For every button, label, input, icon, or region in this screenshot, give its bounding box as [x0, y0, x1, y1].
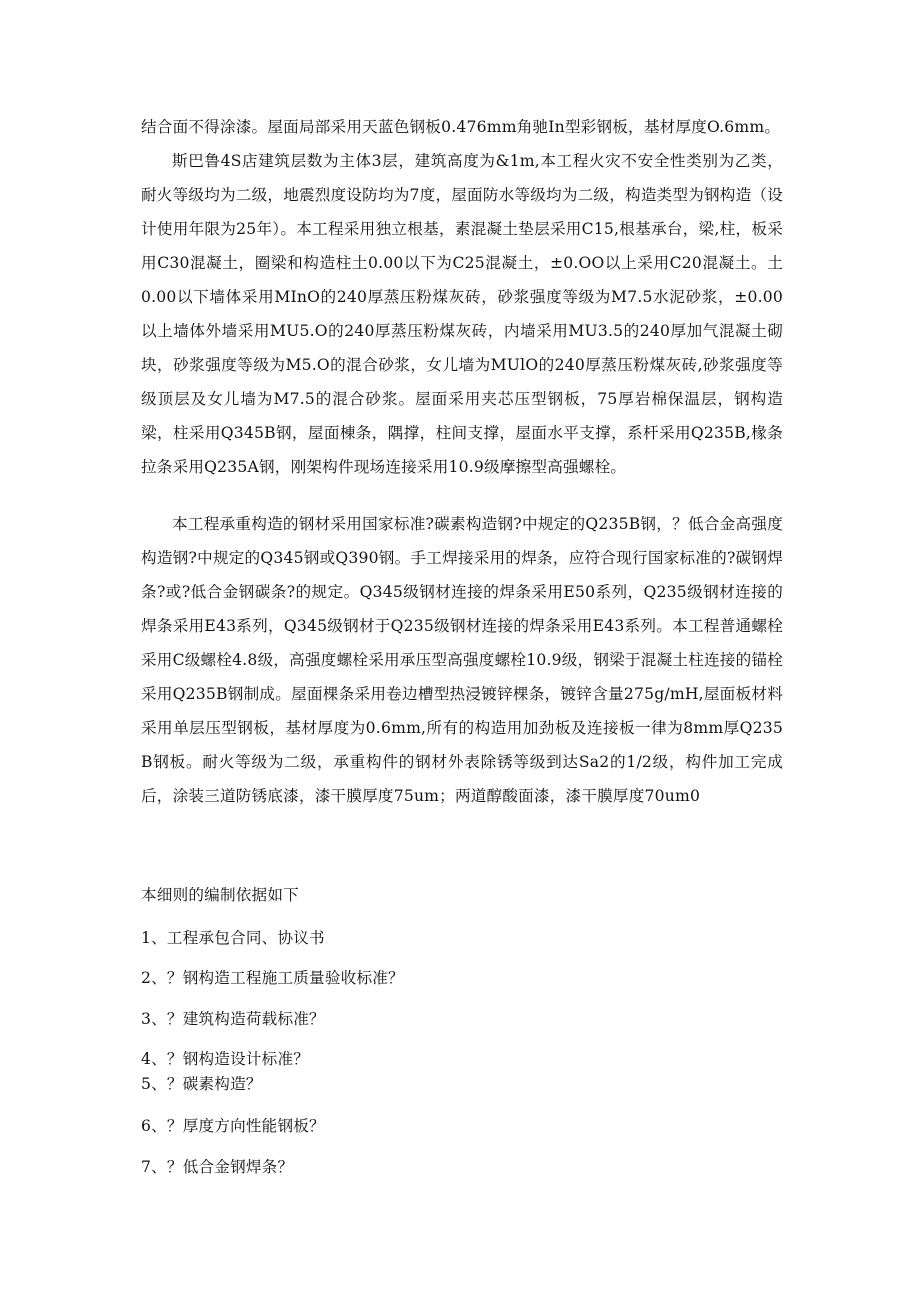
paragraph-building-overview: 斯巴鲁4S店建筑层数为主体3层，建筑高度为&1m,本工程火灾不安全性类别为乙类，耐火等级均为二级，地震烈度设防均为7度，屋面防水等级均为二级，构造类型为钢构造（设计使用年限为25年）。本工程采用独立根基，素混凝土垫层采用C15,根基承台，梁,柱，板采用C30混凝土，圈梁和构造柱土0.00以下为C25混凝土，±0.OO以上采用C20混凝土。土0.00以下墙体采用MInO的240厚蒸压粉煤灰砖，砂浆强度等级为M7.5水泥砂浆，±0.00以上墙体外墙采用MU5.O的240厚蒸压粉煤灰砖，内墙采用MU3.5的240厚加气混凝土砌块，砂浆强度等级为M5.O的混合砂浆，女儿墙为MUlO的240厚蒸压粉煤灰砖,砂浆强度等级顶层及女儿墙为M7.5的混合砂浆。屋面采用夹芯压型钢板，75厚岩棉保温层，钢构造梁，柱采用Q345B钢，屋面棟条，隅撑，柱间支撑，屋面水平支撑，系杆采用Q235B,椽条拉条采用Q235A钢，刚架构件现场连接采用10.9级摩擦型高强螺栓。 [141, 152, 783, 476]
basis-item-2: 2、？钢构造工程施工质量验收标准？ [141, 969, 404, 987]
basis-item-5: 5、？碳素构造？ [141, 1075, 262, 1093]
paragraph-steel-specifications: 本工程承重构造的钢材采用国家标准?碳素构造钢?中规定的Q235B钢，？低合金高强度构造钢?中规定的Q345钢或Q390钢。手工焊接采用的焊条，应符合现行国家标准的?碳钢焊条?或?低合金钢碳条?的规定。Q345级钢材连接的焊条采用E50系列，Q235级钢材连接的焊条采用E43系列，Q345级钢材于Q235级钢材连接的焊条采用E43系列。本工程普通螺栓采用C级螺栓4.8级，高强度螺栓采用承压型高强度螺栓10.9级，钢梁于混凝土柱连接的锚栓采用Q235B钢制成。屋面棵条采用卷边槽型热浸镀锌棵条，镀锌含量275g∕mH,屋面板材料采用单层压型钢板，基材厚度为0.6mm,所有的构造用加劲板及连接板一律为8mm厚Q235B钢板。耐火等级为二级，承重构件的钢材外表除锈等级到达Sa2的1/2级，构件加工完成后，涂装三道防锈底漆，漆干膜厚度75um；两道醇酸面漆，漆干膜厚度70um0 [141, 515, 783, 805]
basis-item-1: 1、工程承包合同、协议书 [141, 929, 325, 947]
basis-item-7: 7、？低合金钢焊条？ [141, 1158, 294, 1176]
basis-item-6: 6、？厚度方向性能钢板？ [141, 1117, 325, 1135]
basis-item-3: 3、？建筑构造荷载标准？ [141, 1010, 325, 1028]
basis-item-4: 4、？钢构造设计标准？ [141, 1050, 310, 1068]
basis-heading: 本细则的编制依据如下 [141, 886, 299, 904]
paragraph-roof-material: 结合面不得涂漆。屋面局部采用天蓝色钢板0.476mm角驰In型彩钢板，基材厚度O.6mm。 [141, 118, 781, 136]
